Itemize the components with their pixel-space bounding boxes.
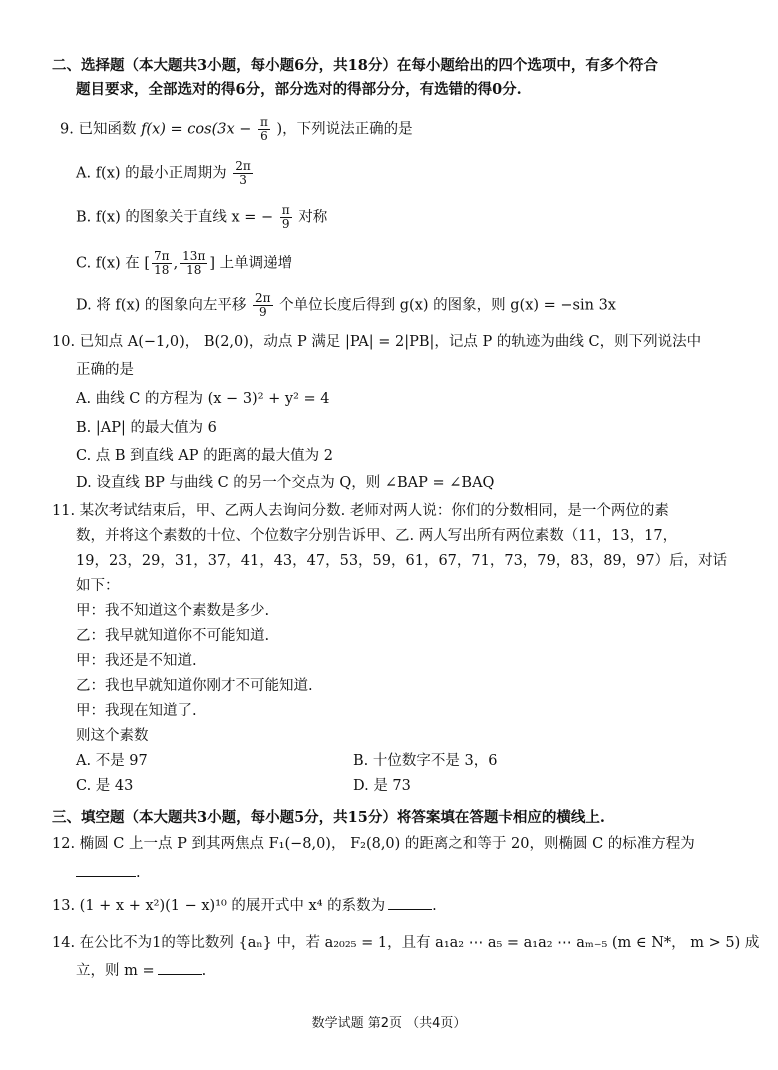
section2-heading-line2: 题目要求，全部选对的得6分，部分选对的得部分分，有选错的得0分. [76,81,522,98]
q14-stem-line2 [76,960,706,981]
q10-stem-line2: 正确的是 [76,362,134,378]
q13-answer-blank[interactable] [388,895,432,910]
q13-text: 13. (1 + x + x²)(1 − x)¹⁰ 的展开式中 x⁴ 的系数为 [52,898,386,914]
q9-option-a [76,160,706,187]
q9-c-suffix: ] 上单调递增 [209,255,293,272]
q14-answer-blank[interactable] [158,960,202,975]
q9-stem [60,116,706,143]
q9-c-den1: 18 [154,263,170,277]
q10-option-c: C. 点 B 到直线 AP 的距离的最大值为 2 [76,448,333,464]
q9-c-num2: 13π [182,249,206,263]
q9-d-suffix: 个单位长度后得到 g(x) 的图象，则 g(x) = −sin 3x [279,297,616,314]
q9-a-frac [233,160,253,187]
q13-stem [52,895,706,916]
q11-dialog-3: 甲：我还是不知道. [76,653,197,669]
q9-d-frac [253,292,273,319]
q9-d-prefix: D. 将 f(x) 的图象向左平移 [76,297,247,314]
q9-stem-frac-num: π [260,115,268,129]
q9-b-den: 9 [281,217,290,231]
page-footer: 数学试题 第2页 （共4页） [311,1016,467,1031]
q9-a-prefix: A. f(x) 的最小正周期为 [76,165,227,182]
q11-option-c: C. 是 43 [76,778,134,794]
q11-stem-line2: 数，并将这个素数的十位、个位数字分别告诉甲、乙. 两人写出所有两位素数（11，13，17， [76,528,678,544]
q9-option-d [76,292,706,319]
q13-end: . [432,898,437,914]
q12-end: . [136,865,141,881]
q14-line2-text: 立，则 m = [76,963,155,979]
q11-stem-line3: 19，23，29，31，37，41，43，47，53，59，61，67，71，73，79，83，89，97）后，对话 [76,553,728,569]
section2-heading-line1: 二、选择题（本大题共3小题，每小题6分，共18分）在每小题给出的四个选项中，有多个符合 [52,57,658,74]
q14-end: . [201,963,207,979]
q10-option-d: D. 设直线 BP 与曲线 C 的另一个交点为 Q，则 ∠BAP = ∠BAQ [76,475,495,491]
q10-option-a: A. 曲线 C 的方程为 (x − 3)² + y² = 4 [76,391,330,407]
q12-stem-line1: 12. 椭圆 C 上一点 P 到其两焦点 F₁(−8,0)， F₂(8,0) 的距离之和等于 20，则椭圆 C 的标准方程为 [52,836,695,852]
q9-d-num: 2π [255,291,271,305]
q11-option-d: D. 是 73 [353,778,411,794]
q9-stem-suffix: )，下列说法正确的是 [276,121,413,138]
q9-c-prefix: C. f(x) 在 [ [76,255,151,272]
q9-c-comma: , [173,255,179,272]
q9-option-b [76,204,706,231]
q9-d-den: 9 [258,305,267,319]
q11-dialog-1: 甲：我不知道这个素数是多少. [76,603,270,619]
q9-c-den2: 18 [186,263,202,277]
q11-ask: 则这个素数 [76,728,149,744]
q9-stem-prefix: 9. 已知函数 [60,121,137,138]
q11-option-b: B. 十位数字不是 3，6 [353,753,498,769]
q9-stem-frac-den: 6 [260,129,268,143]
q9-a-num: 2π [235,159,251,173]
q11-options-row2 [76,776,706,796]
q9-option-c [76,250,706,277]
q9-b-prefix: B. f(x) 的图象关于直线 x = − [76,209,274,226]
q9-stem-frac [258,116,270,143]
q11-options-row1 [76,751,706,771]
q9-b-suffix: 对称 [298,209,328,226]
section3-heading: 三、填空题（本大题共3小题，每小题5分，共15分）将答案填在答题卡相应的横线上. [52,809,605,826]
q9-c-frac2 [180,250,207,277]
q9-c-frac1 [152,250,172,277]
q12-answer-line [76,862,706,883]
q14-stem-line1: 14. 在公比不为1的等比数列 {aₙ} 中，若 a₂₀₂₅ = 1，且有 a₁a₂ ⋯ a₅ = a₁a₂ ⋯ aₘ₋₅ (m ∈ N*， m > 5) 成 [52,935,760,951]
q11-dialog-5: 甲：我现在知道了. [76,703,197,719]
q10-stem-line1: 10. 已知点 A(−1,0)， B(2,0)，动点 P 满足 |PA| = 2|PB|，记点 P 的轨迹为曲线 C，则下列说法中 [52,334,702,350]
q9-stem-func: f(x) = cos(3x − [141,121,252,138]
q9-b-num: π [281,203,290,217]
q11-dialog-4: 乙：我也早就知道你刚才不可能知道. [76,678,313,694]
q9-a-den: 3 [239,173,247,187]
q11-stem-line4: 如下： [76,578,120,594]
q11-dialog-2: 乙：我早就知道你不可能知道. [76,628,270,644]
q11-option-a: A. 不是 97 [76,753,148,769]
q12-answer-blank[interactable] [76,862,136,877]
q11-stem-line1: 11. 某次考试结束后，甲、乙两人去询问分数. 老师对两人说：你们的分数相同，是一个两位的素 [52,503,669,519]
q9-c-num1: 7π [154,249,170,263]
q9-b-frac [280,204,292,231]
q10-option-b: B. |AP| 的最大值为 6 [76,420,217,436]
